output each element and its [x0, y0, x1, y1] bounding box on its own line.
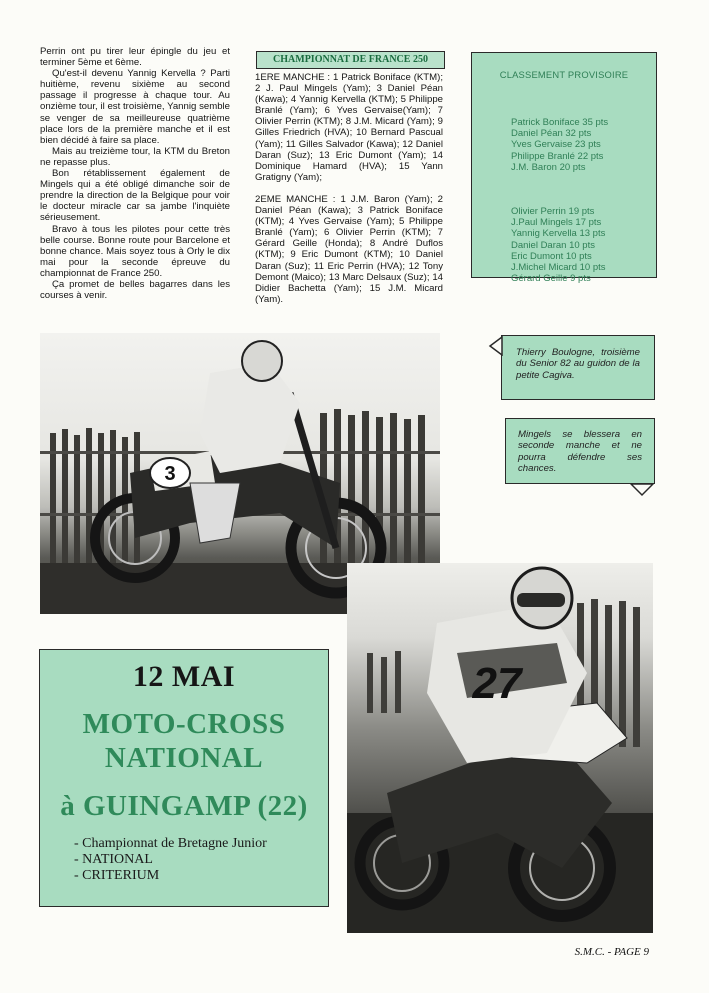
standings-list-top — [511, 117, 608, 173]
event-category-item: - CRITERIUM — [74, 868, 160, 883]
standings-item: Olivier Perrin 19 pts — [511, 206, 595, 217]
event-date: 12 MAI — [132, 660, 236, 693]
standings-box — [471, 52, 657, 285]
caption-2-text: Mingels se blessera en seconde manche et ne pourra défendre ses chances. — [518, 429, 642, 475]
standings-item: J.Michel Micard 10 pts — [511, 262, 606, 274]
page-footer: S.M.C. - PAGE 9 — [574, 946, 649, 958]
standings-item: Yannig Kervella 13 pts — [511, 228, 606, 240]
event-title-line-1: MOTO-CROSS — [82, 708, 286, 740]
standings-item: Philippe Branlé 22 pts — [511, 150, 604, 162]
photo-1-plate-number: 3 — [164, 463, 176, 485]
event-category-item: - Championnat de Bretagne Junior — [74, 836, 267, 851]
standings-item: Eric Dumont 10 pts — [511, 250, 592, 262]
article-left-column — [40, 46, 230, 301]
event-categories-list — [74, 836, 267, 884]
event-category-item: - NATIONAL — [74, 852, 153, 867]
photo-2-illustration — [347, 563, 653, 933]
event-location: à GUINGAMP (22) — [60, 790, 308, 822]
article-paragraph: Bravo à tous les pilotes pour cette très belle course. Bonne route pour Barcelone et bonne chance. Mais soyez tous à Orly le dix mai pour la seconde épreuve du championnat de France 250. — [40, 223, 230, 279]
standings-item: J.Paul Mingels 17 pts — [511, 217, 602, 229]
caption-mingels — [505, 418, 655, 484]
event-announcement-box — [39, 649, 329, 907]
standings-item: Gérard Geille 9 pts — [511, 273, 591, 285]
standings-item: Daniel Péan 32 pts — [511, 128, 592, 140]
standings-item: Yves Gervaise 23 pts — [511, 139, 601, 151]
event-title-line-2: NATIONAL — [104, 742, 264, 774]
caption-1-pointer-icon — [488, 336, 504, 356]
results-manche-2: 2EME MANCHE : 1 J.M. Baron (Yam); 2 Daniel Péan (Kawa); 3 Patrick Boniface (KTM); 4 Yves Gervaise (Yam); 5 Philippe Branlé (Yam); 6 Olivier Perrin (KTM); 7 Gérard Geille (Honda); 8 André Duflos (KTM); 9 Eric Dumont (KTM); 10 Daniel Daran (Suz); 11 Eric Perrin (HVA); 12 Tony Demont (Maico); 13 Marc Delsaux (Suz); 14 Didier Bachetta (Yam); 15 J.M. Micard (Yam). — [255, 193, 443, 305]
championship-header: CHAMPIONNAT DE FRANCE 250 — [256, 51, 445, 69]
photo-2-plate-number: 27 — [472, 659, 522, 708]
standings-item: Daniel Daran 10 pts — [511, 239, 595, 251]
standings-list-bottom — [511, 206, 606, 284]
standings-title: CLASSEMENT PROVISOIRE — [499, 69, 629, 80]
photo-rider-mingels — [347, 563, 653, 933]
article-paragraph: Bon rétablissement également de Mingels qui a été obligé dimanche soir de prendre la direction de la Belgique pour voir le docteur miracle car sa jambe l'inquiète sérieusement. — [40, 168, 230, 224]
article-paragraph: Qu'est-il devenu Yannig Kervella ? Parti huitième, revenu sixième au second passage il progresse à chaque tour. Au onzième tour, il est troisième, Yannig semble se venger de sa meilleureuse quatrième place lors de la première manche et il est bien décidé à faire sa place. — [40, 68, 230, 146]
race-results — [255, 72, 443, 305]
results-manche-1: 1ERE MANCHE : 1 Patrick Boniface (KTM); 2 J. Paul Mingels (Yam); 3 Daniel Péan (Kawa); 4 Yannig Kervella (KTM); 5 Philippe Branlé (Yam); 6 Yves Gervaise(Yam); 7 Olivier Perrin (KTM); 8 J.M. Micard (Yam); 9 Gilles Friedrich (HVA); 10 Bernard Pascual (Yam); 11 Gilles Salvador (Kawa); 12 Daniel Daran (Suz); 13 Eric Dumont (Yam); 14 Dominique Hamard (HVA); 15 Yann Gratigny (Yam); — [255, 72, 443, 183]
spacer — [255, 183, 443, 194]
article-paragraph: Mais au treizième tour, la KTM du Breton ne repasse plus. — [40, 145, 230, 168]
standings-item: J.M. Baron 20 pts — [511, 161, 586, 173]
standings-item: Patrick Boniface 35 pts — [511, 117, 609, 128]
article-paragraph: Perrin ont pu tirer leur épingle du jeu et terminer 5ème et 6ème. — [40, 46, 230, 69]
caption-2-pointer-icon — [630, 483, 654, 497]
caption-boulogne — [501, 335, 655, 400]
article-paragraph: Ça promet de belles bagarres dans les courses à venir. — [40, 278, 230, 302]
caption-1-text: Thierry Boulogne, troisième du Senior 82 au guidon de la petite Cagiva. — [516, 347, 640, 381]
